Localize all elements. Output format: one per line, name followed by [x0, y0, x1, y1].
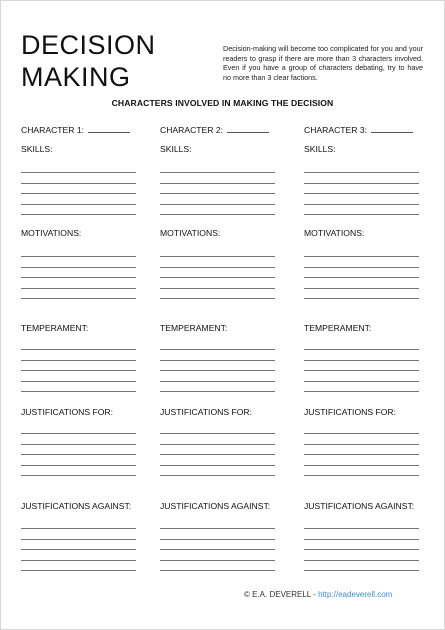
footer-credit — [244, 590, 392, 599]
title-line-1: DECISION — [21, 30, 156, 60]
writing-line[interactable] — [21, 183, 136, 184]
justifications-for-label: JUSTIFICATIONS FOR: — [21, 407, 113, 417]
writing-line[interactable] — [21, 560, 136, 561]
writing-line[interactable] — [21, 433, 136, 434]
writing-line[interactable] — [304, 267, 419, 268]
writing-line[interactable] — [304, 465, 419, 466]
writing-line[interactable] — [160, 277, 275, 278]
writing-line[interactable] — [21, 549, 136, 550]
skills-label: SKILLS: — [304, 144, 336, 154]
writing-line[interactable] — [160, 528, 275, 529]
writing-line[interactable] — [160, 444, 275, 445]
writing-line[interactable] — [21, 256, 136, 257]
writing-line[interactable] — [160, 256, 275, 257]
motivations-label: MOTIVATIONS: — [160, 228, 221, 238]
writing-line[interactable] — [304, 454, 419, 455]
writing-line[interactable] — [160, 539, 275, 540]
writing-line[interactable] — [21, 172, 136, 173]
writing-line[interactable] — [160, 454, 275, 455]
temperament-label: TEMPERAMENT: — [21, 323, 89, 333]
writing-line[interactable] — [160, 433, 275, 434]
writing-line[interactable] — [304, 214, 419, 215]
writing-line[interactable] — [160, 381, 275, 382]
writing-line[interactable] — [21, 349, 136, 350]
writing-line[interactable] — [21, 465, 136, 466]
writing-line[interactable] — [21, 193, 136, 194]
writing-line[interactable] — [160, 475, 275, 476]
temperament-label: TEMPERAMENT: — [304, 323, 372, 333]
writing-line[interactable] — [160, 204, 275, 205]
writing-line[interactable] — [304, 288, 419, 289]
character-3-name-field[interactable] — [371, 124, 413, 133]
skills-label: SKILLS: — [21, 144, 53, 154]
writing-line[interactable] — [160, 193, 275, 194]
character-3-label: CHARACTER 3: — [304, 124, 413, 135]
page-title — [21, 29, 156, 93]
writing-line[interactable] — [160, 214, 275, 215]
writing-line[interactable] — [304, 360, 419, 361]
writing-line[interactable] — [304, 172, 419, 173]
writing-line[interactable] — [160, 549, 275, 550]
writing-line[interactable] — [304, 570, 419, 571]
copyright-text: © E.A. DEVERELL - — [244, 590, 319, 599]
character-2-label: CHARACTER 2: — [160, 124, 269, 135]
motivations-label: MOTIVATIONS: — [21, 228, 82, 238]
writing-line[interactable] — [304, 433, 419, 434]
justifications-against-label: JUSTIFICATIONS AGAINST: — [160, 501, 271, 511]
writing-line[interactable] — [21, 277, 136, 278]
writing-line[interactable] — [160, 183, 275, 184]
writing-line[interactable] — [160, 560, 275, 561]
writing-line[interactable] — [21, 381, 136, 382]
writing-line[interactable] — [304, 549, 419, 550]
writing-line[interactable] — [21, 214, 136, 215]
writing-line[interactable] — [304, 475, 419, 476]
writing-line[interactable] — [21, 570, 136, 571]
writing-line[interactable] — [21, 370, 136, 371]
skills-label: SKILLS: — [160, 144, 192, 154]
writing-line[interactable] — [304, 560, 419, 561]
writing-line[interactable] — [160, 360, 275, 361]
writing-line[interactable] — [21, 267, 136, 268]
writing-line[interactable] — [21, 288, 136, 289]
writing-line[interactable] — [21, 391, 136, 392]
website-link[interactable]: http://eadeverell.com — [318, 590, 393, 599]
writing-line[interactable] — [304, 539, 419, 540]
writing-line[interactable] — [160, 465, 275, 466]
character-1-label: CHARACTER 1: — [21, 124, 130, 135]
writing-line[interactable] — [304, 204, 419, 205]
intro-paragraph: Decision-making will become too complicated for you and your readers to grasp if there are more than 3 characters involved. Even if you have a group of characters debating, try to have no more than 3 clear factions. — [223, 44, 423, 82]
writing-line[interactable] — [21, 454, 136, 455]
title-line-2: MAKING — [21, 62, 131, 92]
writing-line[interactable] — [21, 475, 136, 476]
writing-line[interactable] — [160, 391, 275, 392]
writing-line[interactable] — [21, 204, 136, 205]
justifications-against-label: JUSTIFICATIONS AGAINST: — [21, 501, 132, 511]
writing-line[interactable] — [304, 298, 419, 299]
justifications-against-label: JUSTIFICATIONS AGAINST: — [304, 501, 415, 511]
writing-line[interactable] — [304, 256, 419, 257]
writing-line[interactable] — [304, 193, 419, 194]
writing-line[interactable] — [160, 267, 275, 268]
writing-line[interactable] — [21, 298, 136, 299]
writing-line[interactable] — [304, 349, 419, 350]
justifications-for-label: JUSTIFICATIONS FOR: — [160, 407, 252, 417]
writing-line[interactable] — [304, 381, 419, 382]
character-1-name-field[interactable] — [88, 124, 130, 133]
writing-line[interactable] — [21, 360, 136, 361]
writing-line[interactable] — [21, 539, 136, 540]
writing-line[interactable] — [160, 172, 275, 173]
writing-line[interactable] — [160, 288, 275, 289]
writing-line[interactable] — [304, 444, 419, 445]
writing-line[interactable] — [304, 391, 419, 392]
writing-line[interactable] — [160, 370, 275, 371]
writing-line[interactable] — [304, 528, 419, 529]
motivations-label: MOTIVATIONS: — [304, 228, 365, 238]
writing-line[interactable] — [160, 298, 275, 299]
justifications-for-label: JUSTIFICATIONS FOR: — [304, 407, 396, 417]
temperament-label: TEMPERAMENT: — [160, 323, 228, 333]
writing-line[interactable] — [304, 370, 419, 371]
writing-line[interactable] — [21, 444, 136, 445]
writing-line[interactable] — [304, 277, 419, 278]
character-2-name-field[interactable] — [227, 124, 269, 133]
writing-line[interactable] — [160, 349, 275, 350]
writing-line[interactable] — [304, 183, 419, 184]
writing-line[interactable] — [160, 570, 275, 571]
writing-line[interactable] — [21, 528, 136, 529]
section-heading: CHARACTERS INVOLVED IN MAKING THE DECISION — [111, 98, 334, 108]
